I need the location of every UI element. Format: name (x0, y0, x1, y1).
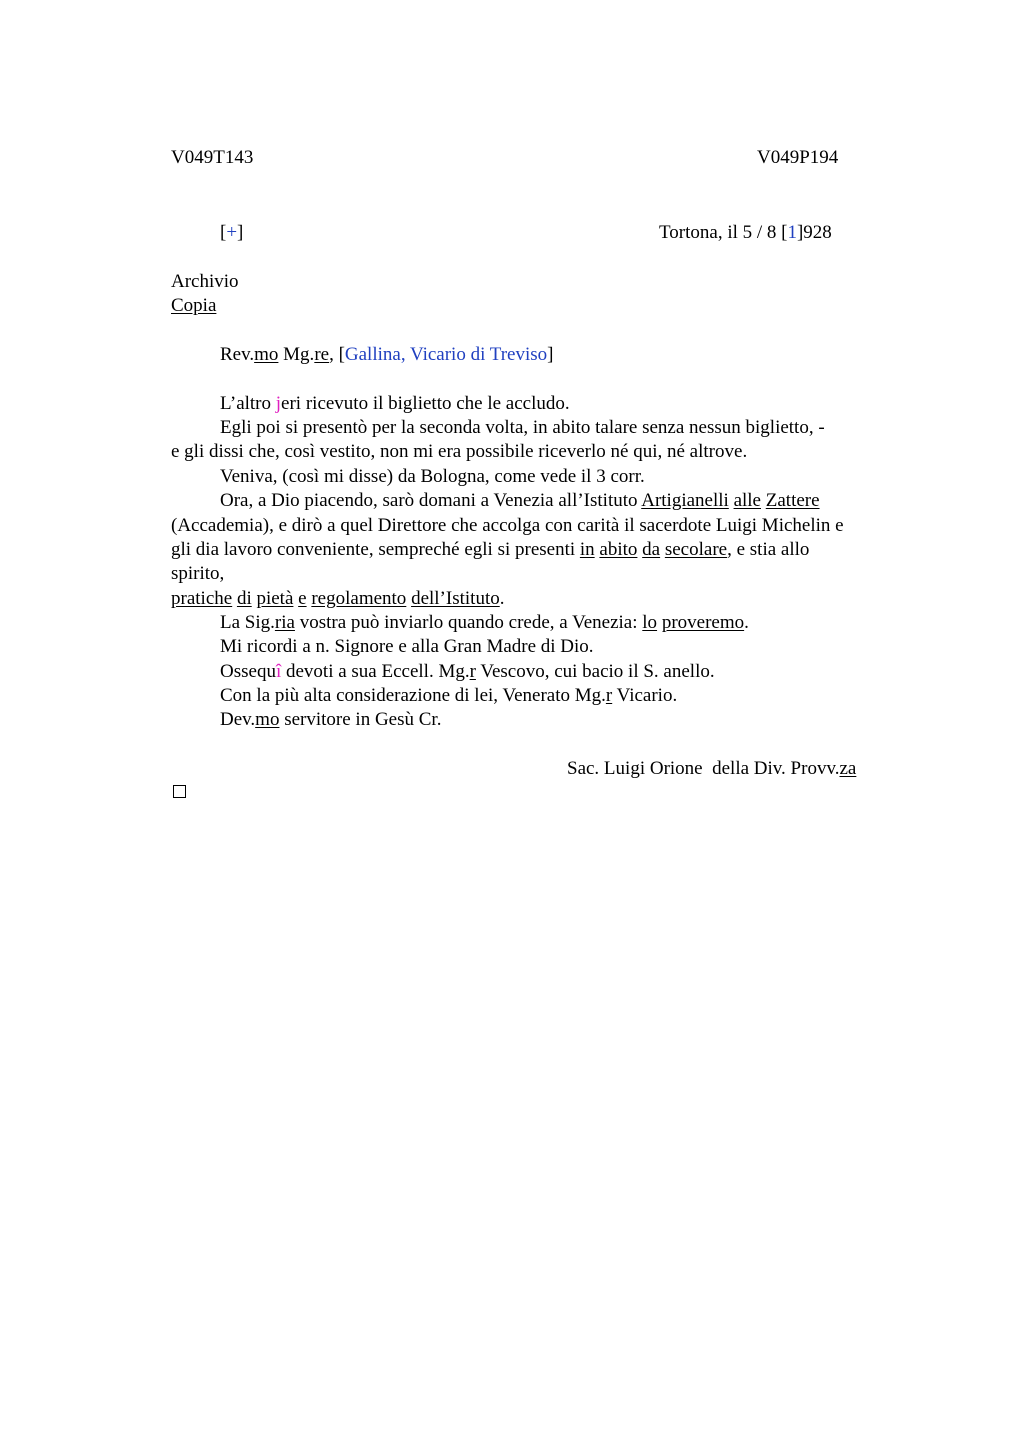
addressee-link[interactable]: Gallina, Vicario di Treviso (344, 344, 548, 365)
date-bracket-digit[interactable]: 1 (787, 222, 797, 243)
body-line-1: L’altro jeri ricevuto il biglietto che le accludo. (220, 393, 570, 414)
variant-mark-j: j (275, 393, 282, 414)
body-line-14: Dev.mo servitore in Gesù Cr. (220, 709, 442, 730)
body-line-12: Ossequî devoti a sua Eccell. Mg.r Vescovo, cui bacio il S. anello. (220, 661, 715, 682)
body-line-8: spirito, (171, 563, 225, 584)
archive-label: Archivio (171, 271, 239, 292)
body-line-5: Ora, a Dio piacendo, sarò domani a Venezia all’Istituto Artigianelli alle Zattere (220, 490, 820, 511)
copy-label: Copia (171, 295, 217, 316)
body-line-7: gli dia lavoro conveniente, sempreché egli si presenti in abito da secolare, e stia allo (171, 539, 810, 560)
salutation: Rev.mo Mg.re, [Gallina, Vicario di Treviso] (220, 344, 554, 365)
body-line-4: Veniva, (così mi disse) da Bologna, come vede il 3 corr. (220, 466, 645, 487)
body-line-11: Mi ricordi a n. Signore e alla Gran Madre di Dio. (220, 636, 594, 657)
document-code-right: V049P194 (757, 147, 839, 168)
body-line-9: pratiche di pietà e regolamento dell’Istituto. (171, 588, 505, 609)
letter-date: Tortona, il 5 / 8 [1]928 (659, 222, 832, 243)
document-code-left: V049T143 (171, 147, 254, 168)
body-line-6: (Accademia), e dirò a quel Direttore che accolga con carità il sacerdote Luigi Michelin e (171, 515, 844, 536)
variant-mark-i: î (275, 661, 282, 682)
body-line-13: Con la più alta considerazione di lei, Venerato Mg.r Vicario. (220, 685, 678, 706)
body-line-10: La Sig.ria vostra può inviarlo quando crede, a Venezia: lo proveremo. (220, 612, 749, 633)
signature: Sac. Luigi Orione della Div. Provv.za (567, 758, 857, 779)
cross-link[interactable]: + (226, 222, 238, 243)
cross-mark: [+] (220, 222, 244, 243)
body-line-2: Egli poi si presentò per la seconda volta, in abito talare senza nessun biglietto, - (220, 417, 825, 438)
end-of-document-box (173, 785, 186, 798)
body-line-3: e gli dissi che, così vestito, non mi era possibile riceverlo né qui, né altrove. (171, 441, 748, 462)
